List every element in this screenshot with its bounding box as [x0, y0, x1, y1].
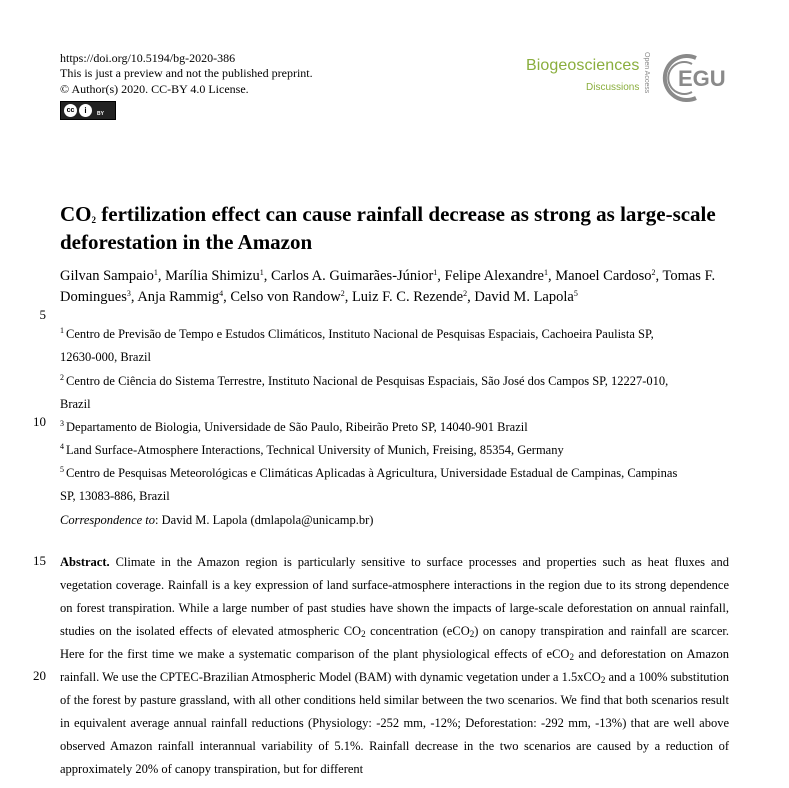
creative-commons-icon: cc: [64, 104, 77, 117]
abstract-text: and a 100% substitution of the forest by pasture grassland, with all other conditions held similar between the two scenarios. We find that both scenarios result in equivalent average annual rainfall reductions (Physiology: -252 mm, -12%; Deforestation: -292 mm, -13%) that are well above observed Amazon rainfall interannual variability of 5.1%. Rainfall decrease in the two scenarios are caused by a reduction of approximately 20% of canopy transpiration, but for different: [60, 670, 729, 776]
affiliation-mark: 4: [60, 442, 64, 451]
license-line: © Author(s) 2020. CC-BY 4.0 License.: [60, 82, 249, 96]
correspondence-label: Correspondence to: [60, 513, 156, 527]
author-name: Felipe Alexandre: [444, 268, 544, 284]
abstract: [60, 551, 729, 781]
affiliation-text: Land Surface-Atmosphere Interactions, Technical University of Munich, Freising, 85354, Germany: [66, 443, 564, 457]
affiliation-5: [60, 458, 730, 508]
cc-by-badge[interactable]: [60, 101, 116, 120]
author: [474, 289, 577, 305]
author: [445, 268, 548, 284]
abstract-text: ) on canopy transpiration and rainfall are scarcer. Here for the first time we make a systematic comparison of the plant physiological effects of eCO: [60, 624, 729, 661]
abstract-text: concentration (eCO: [365, 624, 470, 638]
affiliation-1: [60, 319, 730, 369]
author-affiliation-mark: 2: [463, 289, 468, 298]
journal-name: Biogeosciences: [526, 57, 640, 74]
author-affiliation-mark: 1: [433, 268, 438, 277]
attribution-icon: i: [79, 104, 92, 117]
author-name: Tomas F. Domingues: [60, 268, 716, 305]
subscript: 2: [361, 629, 366, 639]
abstract-label: Abstract.: [60, 555, 110, 569]
author-name: Marília Shimizu: [165, 268, 260, 284]
affiliation-text: Centro de Ciência do Sistema Terrestre, Instituto Nacional de Pesquisas Espaciais, São José dos Campos SP, 12227-010,: [66, 374, 669, 388]
author-name: Celso von Randow: [230, 289, 341, 305]
open-access-label: Open Access: [643, 52, 650, 94]
line-number-20: 20: [33, 668, 46, 683]
author-affiliation-mark: 2: [340, 289, 345, 298]
author-name: Carlos A. Guimarães-Júnior: [270, 268, 434, 284]
author: [165, 268, 264, 284]
preview-notice: This is just a preview and not the published preprint.: [60, 66, 313, 80]
affiliation-text: SP, 13083-886, Brazil: [60, 489, 170, 503]
affiliation-text: Departamento de Biologia, Universidade de São Paulo, Ribeirão Preto SP, 14040-901 Brazil: [66, 420, 528, 434]
author-affiliation-mark: 4: [219, 289, 224, 298]
author-name: David M. Lapola: [474, 289, 574, 305]
author: [271, 268, 437, 284]
affiliation-mark: 5: [60, 465, 64, 474]
author: [555, 268, 655, 284]
title-pre: CO: [60, 202, 92, 226]
author: [60, 268, 158, 284]
author-affiliation-mark: 1: [259, 268, 264, 277]
subscript: 2: [469, 629, 475, 639]
title-post: fertilization effect can cause rainfall decrease as strong as large-scale deforestation in the Amazon: [60, 202, 716, 254]
author-name: Gilvan Sampaio: [60, 268, 154, 284]
affiliation-text: 12630-000, Brazil: [60, 350, 151, 364]
journal-subtitle: Discussions: [586, 82, 640, 93]
affiliation-text: Centro de Pesquisas Meteorológicas e Climáticas Aplicadas à Agricultura, Universidade Estadual de Campinas, Campinas: [66, 466, 678, 480]
author: [230, 289, 344, 305]
author-name: Anja Rammig: [137, 289, 220, 305]
author-affiliation-mark: 1: [153, 268, 158, 277]
egu-logo-text: EGU: [678, 66, 726, 91]
line-number-10: 10: [33, 414, 46, 429]
cc-by-label: BY: [97, 111, 104, 117]
title-sub: 2: [91, 215, 96, 225]
affiliation-mark: 3: [60, 419, 64, 428]
author-affiliation-mark: 5: [573, 289, 578, 298]
author: [137, 289, 223, 305]
line-number-15: 15: [33, 553, 46, 568]
affiliation-text: Centro de Previsão de Tempo e Estudos Climáticos, Instituto Nacional de Pesquisas Espaciais, Cachoeira Paulista SP,: [66, 327, 654, 341]
affiliation-2: [60, 366, 730, 416]
correspondence: [60, 513, 373, 528]
affiliation-mark: 2: [60, 373, 64, 382]
author-affiliation-mark: 1: [544, 268, 548, 277]
paper-title: [60, 200, 740, 256]
abstract-text: Climate in the Amazon region is particularly sensitive to surface processes and properties such as heat fluxes and vegetation coverage. Rainfall is a key expression of land surface-atmosphere interactions in the region due to its strong dependence on forest transpiration. While a large number of past studies have shown the impacts of large-scale deforestation on annual rainfall, studies on the isolated effects of elevated atmospheric CO: [60, 555, 729, 638]
line-number-5: 5: [39, 307, 46, 322]
subscript: 2: [600, 675, 606, 685]
author-name: Manoel Cardoso: [555, 268, 652, 284]
doi-link[interactable]: https://doi.org/10.5194/bg-2020-386: [60, 51, 236, 65]
abstract-text: and deforestation on Amazon rainfall. We use the CPTEC-Brazilian Atmospheric Model (BAM) with dynamic vegetation under a 1.5xCO: [60, 647, 729, 684]
author: [352, 289, 467, 305]
author-list: Gilvan Sampaio$^1$, Marília Shimizu$^1$, Carlos A. Guimarães-Júnior$^1$, Felipe Alexandre$^1$, Manoel Cardoso$^2$, Tomas F. Domingues$^3$, Anja Rammig$^4$, Celso von Randow$^2$, Luiz F. C. Rezende$^2$, David M. Lapola$^5$: [60, 268, 716, 305]
affiliation-text: Brazil: [60, 397, 91, 411]
subscript: 2: [569, 652, 574, 662]
author-name: Luiz F. C. Rezende: [351, 289, 464, 305]
correspondence-text: : David M. Lapola (dmlapola@unicamp.br): [155, 513, 374, 527]
egu-logo-icon: [662, 50, 732, 106]
author-affiliation-mark: 3: [126, 289, 131, 298]
author-affiliation-mark: 2: [651, 268, 656, 277]
affiliation-mark: 1: [60, 326, 64, 335]
